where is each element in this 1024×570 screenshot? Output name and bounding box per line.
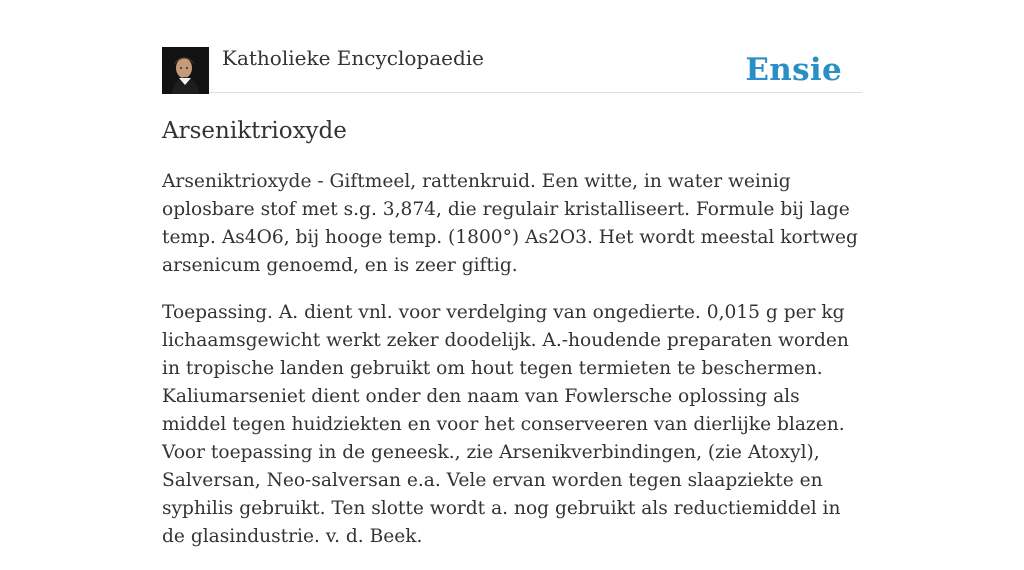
article-paragraph: Arseniktrioxyde - Giftmeel, rattenkruid. Een witte, in water weinig oplosbare stof met s.g. 3,874, die regulair kristalliseert. Formule bij lage temp. As4O6, bij hooge temp. (1800°) As2O3. Het wordt meestal kortweg arsenicum genoemd, en is zeer giftig. (162, 171, 858, 276)
site-name[interactable]: Katholieke Encyclopaedie (222, 46, 484, 70)
site-header (162, 44, 862, 93)
article-body (162, 168, 867, 570)
portrait-avatar-icon[interactable] (162, 47, 209, 94)
article-paragraph: Toepassing. A. dient vnl. voor verdelging van ongedierte. 0,015 g per kg lichaamsgewicht werkt zeker doodelijk. A.-houdende preparaten worden in tropische landen gebruikt om hout tegen termieten te beschermen. Kaliumarseniet dient onder den naam van Fowlersche oplossing als middel tegen huidziekten en voor het conserveeren van dierlijke blazen. Voor toepassing in de geneesk., zie Arsenikverbindingen, (zie Atoxyl), Salversan, Neo-salversan e.a. Vele ervan worden tegen slaapziekte en syphilis gebruikt. Ten slotte wordt a. nog gebruikt als reductiemiddel in de glasindustrie. v. d. Beek. (162, 302, 849, 547)
brand-logo-link[interactable]: Ensie (745, 52, 842, 88)
page-title: Arseniktrioxyde (162, 118, 347, 144)
